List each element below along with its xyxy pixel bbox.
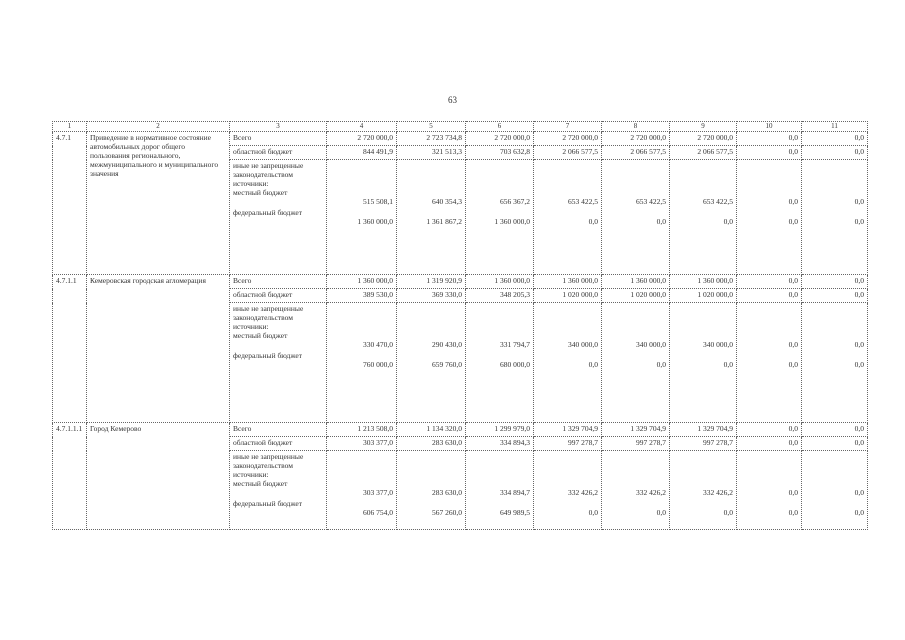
value-federal: 1 360 000,0 <box>494 217 530 226</box>
source-label-regional: областной бюджет <box>230 289 327 303</box>
value-other-sources <box>670 303 737 423</box>
value-total: 1 360 000,0 <box>327 275 397 289</box>
value-regional: 997 278,7 <box>670 437 737 451</box>
spacer <box>469 304 530 340</box>
value-local: 653 422,5 <box>636 197 666 206</box>
spacer <box>469 452 530 488</box>
value-other-sources <box>534 303 602 423</box>
value-federal: 0,0 <box>588 360 598 369</box>
source-label-federal: федеральный бюджет <box>233 208 303 217</box>
value-local: 334 894,7 <box>500 488 530 497</box>
row-code: 4.7.1.1.1 <box>53 423 87 530</box>
source-label-total: Всего <box>230 275 327 289</box>
value-other-sources <box>466 451 534 530</box>
spacer <box>469 161 530 197</box>
spacer <box>400 161 462 197</box>
value-other-sources <box>802 160 868 275</box>
row-code: 4.7.1.1 <box>53 275 87 423</box>
value-other-sources <box>670 160 737 275</box>
value-local: 340 000,0 <box>636 340 666 349</box>
value-regional: 0,0 <box>802 437 868 451</box>
source-label-local: местный бюджет <box>233 331 288 340</box>
source-label-other <box>230 303 327 423</box>
value-regional: 389 530,0 <box>327 289 397 303</box>
value-total: 0,0 <box>802 132 868 146</box>
value-regional: 369 330,0 <box>397 289 466 303</box>
value-other-sources <box>327 303 397 423</box>
value-total: 2 720 000,0 <box>466 132 534 146</box>
spacer <box>330 304 393 340</box>
value-regional: 348 205,3 <box>466 289 534 303</box>
value-federal: 0,0 <box>854 508 864 517</box>
value-local: 332 426,2 <box>703 488 733 497</box>
value-regional: 997 278,7 <box>602 437 670 451</box>
value-total: 1 134 320,0 <box>397 423 466 437</box>
value-regional: 0,0 <box>737 289 802 303</box>
spacer <box>537 452 598 488</box>
value-total: 2 720 000,0 <box>534 132 602 146</box>
column-number: 9 <box>670 122 737 132</box>
source-label-federal: федеральный бюджет <box>233 499 303 508</box>
source-label-total: Всего <box>230 423 327 437</box>
value-federal: 0,0 <box>788 360 798 369</box>
value-total: 1 319 920,9 <box>397 275 466 289</box>
table-row-total <box>53 132 868 146</box>
value-local: 332 426,2 <box>568 488 598 497</box>
value-local: 0,0 <box>854 197 864 206</box>
page-number: 63 <box>448 95 457 105</box>
value-total: 1 213 508,0 <box>327 423 397 437</box>
groups-body <box>53 132 868 530</box>
value-regional: 0,0 <box>802 289 868 303</box>
column-number: 5 <box>397 122 466 132</box>
value-other-sources <box>602 303 670 423</box>
value-total: 1 329 704,9 <box>534 423 602 437</box>
source-label-other <box>230 451 327 530</box>
value-federal: 0,0 <box>656 508 666 517</box>
value-local: 330 470,0 <box>363 340 393 349</box>
spacer <box>673 161 733 197</box>
value-local: 0,0 <box>854 340 864 349</box>
value-total: 2 720 000,0 <box>670 132 737 146</box>
spacer <box>537 161 598 197</box>
source-label-local: местный бюджет <box>233 188 288 197</box>
value-local: 303 377,0 <box>363 488 393 497</box>
spacer <box>740 452 798 488</box>
source-label-other-text: иные не запрещенные законодательством источники: <box>233 304 304 331</box>
value-regional: 1 020 000,0 <box>670 289 737 303</box>
value-total: 2 723 734,8 <box>397 132 466 146</box>
value-federal: 0,0 <box>854 217 864 226</box>
value-other-sources <box>397 451 466 530</box>
value-other-sources <box>737 160 802 275</box>
value-federal: 0,0 <box>588 508 598 517</box>
spacer <box>400 452 462 488</box>
value-regional: 1 020 000,0 <box>534 289 602 303</box>
value-federal: 659 760,0 <box>432 360 462 369</box>
value-regional: 303 377,0 <box>327 437 397 451</box>
value-total: 1 329 704,9 <box>670 423 737 437</box>
value-regional: 2 066 577,5 <box>602 146 670 160</box>
value-other-sources <box>802 451 868 530</box>
value-local: 653 422,5 <box>568 197 598 206</box>
value-other-sources <box>534 160 602 275</box>
value-federal: 0,0 <box>723 217 733 226</box>
value-total: 0,0 <box>737 423 802 437</box>
spacer <box>330 161 393 197</box>
column-number: 1 <box>53 122 87 132</box>
value-local: 331 794,7 <box>500 340 530 349</box>
value-federal: 567 260,0 <box>432 508 462 517</box>
source-label-federal: федеральный бюджет <box>233 351 303 360</box>
spacer <box>673 304 733 340</box>
value-other-sources <box>466 160 534 275</box>
value-federal: 680 000,0 <box>500 360 530 369</box>
value-regional: 334 894,3 <box>466 437 534 451</box>
row-name: Приведение в нормативное состояние автомобильных дорог общего пользования регионального, межмуниципального и муниципального значения <box>87 132 230 275</box>
source-label-other <box>230 160 327 275</box>
value-total: 0,0 <box>802 423 868 437</box>
value-total: 0,0 <box>802 275 868 289</box>
value-total: 1 299 979,0 <box>466 423 534 437</box>
value-local: 332 426,2 <box>636 488 666 497</box>
source-label-local: местный бюджет <box>233 479 288 488</box>
value-regional: 321 513,3 <box>397 146 466 160</box>
value-other-sources <box>802 303 868 423</box>
value-federal: 0,0 <box>723 360 733 369</box>
column-number-row <box>53 122 868 132</box>
value-regional: 1 020 000,0 <box>602 289 670 303</box>
value-federal: 1 361 867,2 <box>426 217 462 226</box>
value-federal: 649 989,5 <box>500 508 530 517</box>
value-other-sources <box>397 303 466 423</box>
value-total: 2 720 000,0 <box>327 132 397 146</box>
spacer <box>673 452 733 488</box>
spacer <box>330 452 393 488</box>
column-number: 2 <box>87 122 230 132</box>
value-federal: 0,0 <box>788 217 798 226</box>
value-local: 515 508,1 <box>363 197 393 206</box>
value-local: 0,0 <box>854 488 864 497</box>
source-label-total: Всего <box>230 132 327 146</box>
spacer <box>740 304 798 340</box>
source-label-regional: областной бюджет <box>230 146 327 160</box>
spacer <box>605 304 666 340</box>
value-other-sources <box>602 451 670 530</box>
column-number: 6 <box>466 122 534 132</box>
value-regional: 2 066 577,5 <box>670 146 737 160</box>
column-number: 3 <box>230 122 327 132</box>
value-regional: 844 491,9 <box>327 146 397 160</box>
value-regional: 0,0 <box>802 146 868 160</box>
value-regional: 0,0 <box>737 146 802 160</box>
value-local: 0,0 <box>788 197 798 206</box>
value-local: 653 422,5 <box>703 197 733 206</box>
spacer <box>805 452 864 488</box>
value-federal: 0,0 <box>656 360 666 369</box>
column-number: 10 <box>737 122 802 132</box>
value-local: 283 630,0 <box>432 488 462 497</box>
value-total: 1 360 000,0 <box>670 275 737 289</box>
value-federal: 0,0 <box>854 360 864 369</box>
table-row-total <box>53 275 868 289</box>
source-label-other-text: иные не запрещенные законодательством источники: <box>233 452 304 479</box>
value-federal: 0,0 <box>723 508 733 517</box>
value-other-sources <box>327 160 397 275</box>
value-other-sources <box>466 303 534 423</box>
value-local: 656 367,2 <box>500 197 530 206</box>
value-federal: 0,0 <box>588 217 598 226</box>
value-regional: 997 278,7 <box>534 437 602 451</box>
value-local: 0,0 <box>788 340 798 349</box>
column-number: 11 <box>802 122 868 132</box>
row-name: Город Кемерово <box>87 423 230 530</box>
value-federal: 1 360 000,0 <box>357 217 393 226</box>
value-other-sources <box>737 303 802 423</box>
value-federal: 606 754,0 <box>363 508 393 517</box>
column-number: 7 <box>534 122 602 132</box>
value-federal: 0,0 <box>788 508 798 517</box>
value-other-sources <box>534 451 602 530</box>
value-regional: 2 066 577,5 <box>534 146 602 160</box>
value-local: 290 430,0 <box>432 340 462 349</box>
value-local: 340 000,0 <box>568 340 598 349</box>
value-other-sources <box>327 451 397 530</box>
value-local: 640 354,3 <box>432 197 462 206</box>
column-number: 8 <box>602 122 670 132</box>
spacer <box>537 304 598 340</box>
value-other-sources <box>737 451 802 530</box>
value-total: 1 329 704,9 <box>602 423 670 437</box>
spacer <box>605 161 666 197</box>
value-total: 0,0 <box>737 275 802 289</box>
source-label-other-text: иные не запрещенные законодательством источники: <box>233 161 304 188</box>
value-other-sources <box>397 160 466 275</box>
source-label-regional: областной бюджет <box>230 437 327 451</box>
spacer <box>605 452 666 488</box>
value-other-sources <box>670 451 737 530</box>
value-total: 2 720 000,0 <box>602 132 670 146</box>
table-row-total <box>53 423 868 437</box>
value-total: 1 360 000,0 <box>466 275 534 289</box>
row-code: 4.7.1 <box>53 132 87 275</box>
value-regional: 283 630,0 <box>397 437 466 451</box>
spacer <box>740 161 798 197</box>
spacer <box>805 161 864 197</box>
value-total: 1 360 000,0 <box>602 275 670 289</box>
spacer <box>805 304 864 340</box>
value-total: 1 360 000,0 <box>534 275 602 289</box>
value-local: 340 000,0 <box>703 340 733 349</box>
column-number: 4 <box>327 122 397 132</box>
value-regional: 703 632,8 <box>466 146 534 160</box>
value-federal: 0,0 <box>656 217 666 226</box>
value-total: 0,0 <box>737 132 802 146</box>
value-regional: 0,0 <box>737 437 802 451</box>
spacer <box>400 304 462 340</box>
value-federal: 760 000,0 <box>363 360 393 369</box>
budget-table <box>52 121 868 530</box>
value-other-sources <box>602 160 670 275</box>
row-name: Кемеровская городская агломерация <box>87 275 230 423</box>
value-local: 0,0 <box>788 488 798 497</box>
